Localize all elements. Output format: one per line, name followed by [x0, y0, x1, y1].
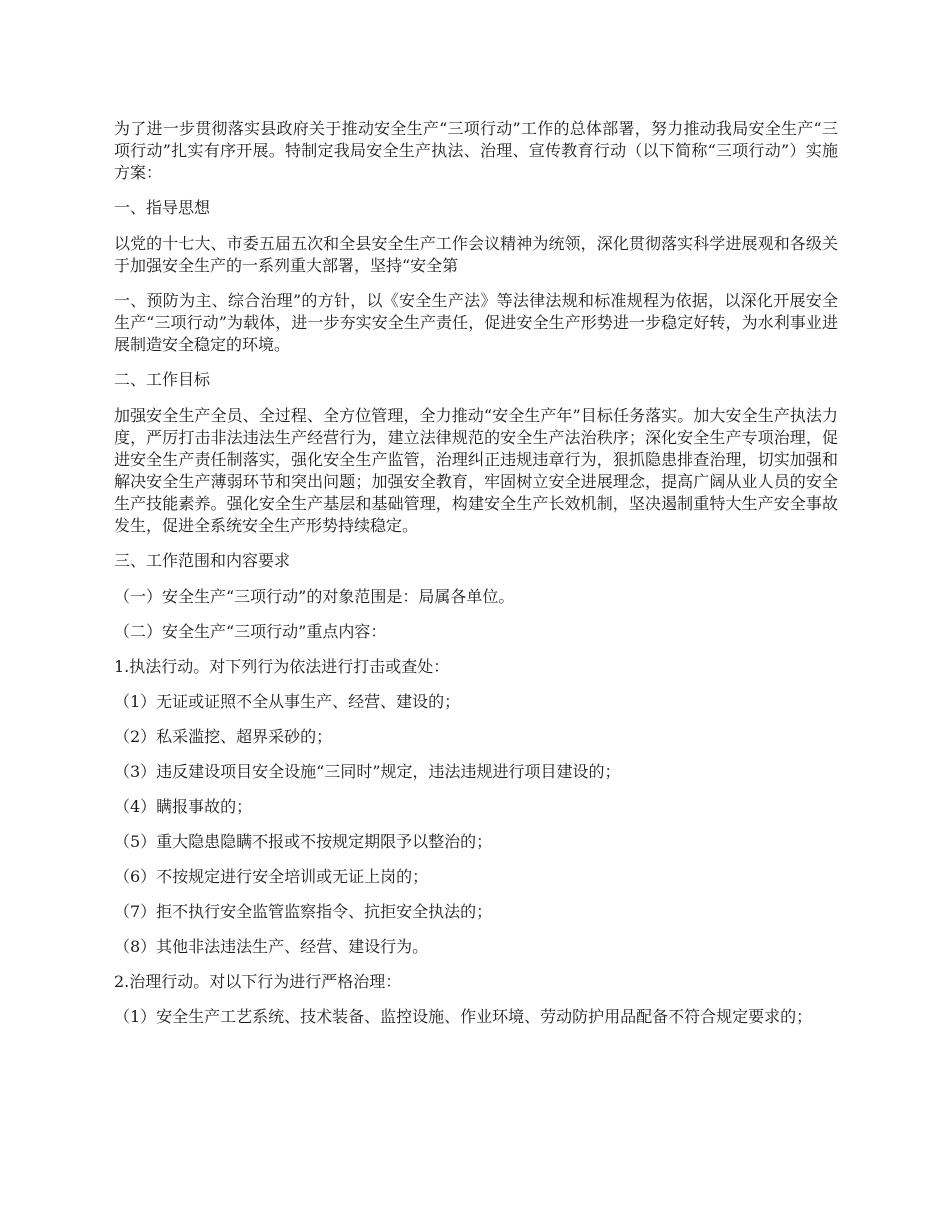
subsection-enforcement: 1.执法行动。对下列行为依法进行打击或查处： — [114, 657, 450, 676]
document-body — [114, 118, 838, 1041]
section-heading-guiding-ideology: 一、指导思想 — [114, 198, 211, 217]
list-item: （4）瞒报事故的； — [114, 797, 253, 816]
list-item: （6）不按规定进行安全培训或无证上岗的； — [114, 867, 429, 886]
paragraph-guiding-ideology-2: 一、预防为主、综合治理”的方针，以《安全生产法》等法律法规和标准规程为依据，以深化开展安全生产“三项行动”为载体，进一步夯实安全生产责任，促进安全生产形势进一步稳定好转，为水利事业进展制造安全稳定的环境。 — [114, 291, 838, 354]
list-item: （3）违反建设项目安全设施“三同时”规定，违法违规进行项目建设的； — [114, 762, 621, 781]
list-item: （8）其他非法违法生产、经营、建设行为。 — [114, 937, 429, 956]
list-item: （5）重大隐患隐瞒不报或不按规定期限予以整治的； — [114, 832, 493, 851]
intro-paragraph: 为了进一步贯彻落实县政府关于推动安全生产“三项行动”工作的总体部署，努力推动我局安全生产“三项行动”扎实有序开展。特制定我局安全生产执法、治理、宣传教育行动（以下简称“三项行动”）实施方案： — [114, 119, 838, 182]
section-heading-work-goals: 二、工作目标 — [114, 370, 211, 389]
scope-item-2: （二）安全生产“三项行动”重点内容： — [114, 622, 387, 641]
scope-item-1: （一）安全生产“三项行动”的对象范围是：局属各单位。 — [114, 587, 515, 606]
list-item: （2）私采滥挖、超界采砂的； — [114, 727, 333, 746]
section-heading-scope: 三、工作范围和内容要求 — [114, 551, 291, 570]
list-item: （1）无证或证照不全从事生产、经营、建设的； — [114, 692, 461, 711]
paragraph-guiding-ideology-1: 以党的十七大、市委五届五次和全县安全生产工作会议精神为统领，深化贯彻落实科学进展观和各级关于加强安全生产的一系列重大部署，坚持“安全第 — [114, 234, 838, 275]
paragraph-work-goals: 加强安全生产全员、全过程、全方位管理，全力推动“安全生产年”目标任务落实。加大安全生产执法力度，严厉打击非法违法生产经营行为，建立法律规范的安全生产法治秩序；深化安全生产专项治理，促进安全生产责任制落实，强化安全生产监管，治理纠正违规违章行为，狠抓隐患排查治理，切实加强和解决安全生产薄弱环节和突出问题；加强安全教育，牢固树立安全进展理念，提高广阔从业人员的安全生产技能素养。强化安全生产基层和基础管理，构建安全生产长效机制，坚决遏制重特大生产安全事故发生，促进全系统安全生产形势持续稳定。 — [114, 406, 838, 535]
list-item: （1）安全生产工艺系统、技术装备、监控设施、作业环境、劳动防护用品配备不符合规定要求的； — [114, 1007, 813, 1026]
subsection-governance: 2.治理行动。对以下行为进行严格治理： — [114, 972, 402, 991]
list-item: （7）拒不执行安全监管监察指令、抗拒安全执法的； — [114, 902, 493, 921]
